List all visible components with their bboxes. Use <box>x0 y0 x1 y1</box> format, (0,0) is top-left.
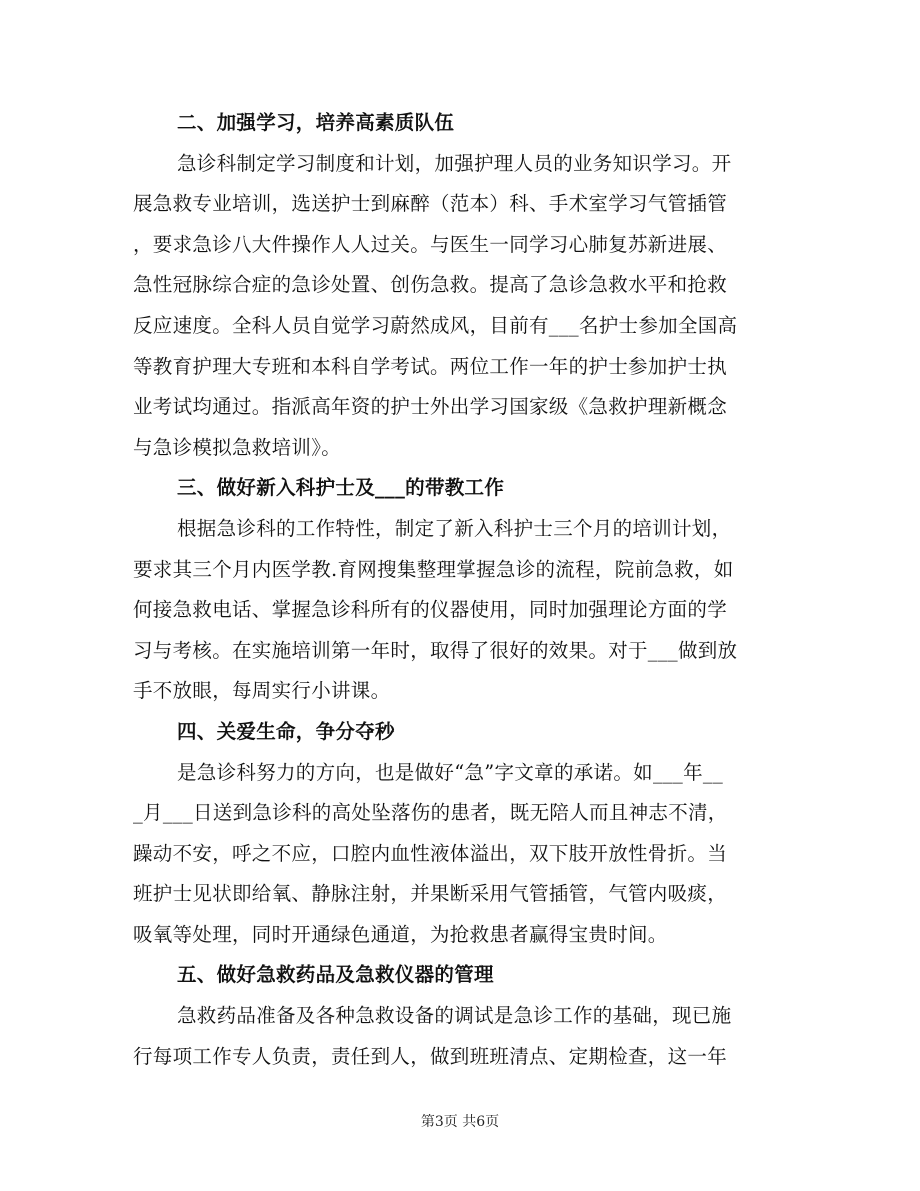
section-heading: 五、做好急救药品及急救仪器的管理 <box>177 963 494 987</box>
paragraph-line: 急诊科制定学习制度和计划，加强护理人员的业务知识学习。开 <box>177 151 732 175</box>
paragraph-line: 班护士见状即给氧、静脉注射，并果断采用气管插管，气管内吸痰， <box>133 882 728 906</box>
paragraph-line: 业考试均通过。指派高年资的护士外出学习国家级《急救护理新概念 <box>133 395 728 419</box>
paragraph-line: ，要求急诊八大件操作人人过关。与医生一同学习心肺复苏新进展、 <box>133 232 728 256</box>
paragraph-line: 等教育护理大专班和本科自学考试。两位工作一年的护士参加护士执 <box>133 354 728 378</box>
paragraph-line: 躁动不安，呼之不应，口腔内血性液体溢出，双下肢开放性骨折。当 <box>133 841 728 865</box>
paragraph-line: 反应速度。全科人员自觉学习蔚然成风，目前有___名护士参加全国高 <box>133 313 738 337</box>
paragraph-line: 何接急救电话、掌握急诊科所有的仪器使用，同时加强理论方面的学 <box>133 598 728 622</box>
paragraph-line: 手不放眼，每周实行小讲课。 <box>133 679 391 703</box>
paragraph-line: 吸氧等处理，同时开通绿色通道，为抢救患者赢得宝贵时间。 <box>133 922 668 946</box>
document-body <box>133 103 787 1077</box>
paragraph-line: 是急诊科努力的方向，也是做好“急”字文章的承诺。如___年__ <box>177 760 723 784</box>
section-heading: 二、加强学习，培养高素质队伍 <box>177 111 455 134</box>
page-number-footer: 第3页 共6页 <box>420 1114 500 1130</box>
paragraph-line: 急性冠脉综合症的急诊处置、创伤急救。提高了急诊急救水平和抢救 <box>133 273 728 297</box>
paragraph-line: 行每项工作专人负责，责任到人，做到班班清点、定期检查，这一年 <box>133 1044 728 1068</box>
section-heading: 三、做好新入科护士及___的带教工作 <box>177 476 505 500</box>
paragraph-line: 展急救专业培训，选送护士到麻醉（范本）科、手术室学习气管插管 <box>133 192 728 216</box>
paragraph-line: 根据急诊科的工作特性，制定了新入科护士三个月的培训计划， <box>177 516 732 540</box>
paragraph-line: 要求其三个月内医学教.育网搜集整理掌握急诊的流程，院前急救，如 <box>133 557 734 581</box>
paragraph-line: 急救药品准备及各种急救设备的调试是急诊工作的基础，现已施 <box>177 1004 732 1028</box>
paragraph-line: _月___日送到急诊科的高处坠落伤的患者，既无陪人而且神志不清， <box>133 801 728 825</box>
paragraph-line: 习与考核。在实施培训第一年时，取得了很好的效果。对于___做到放 <box>133 638 738 662</box>
section-heading: 四、关爱生命，争分夺秒 <box>177 719 395 743</box>
paragraph-line: 与急诊模拟急救培训》。 <box>133 435 342 459</box>
